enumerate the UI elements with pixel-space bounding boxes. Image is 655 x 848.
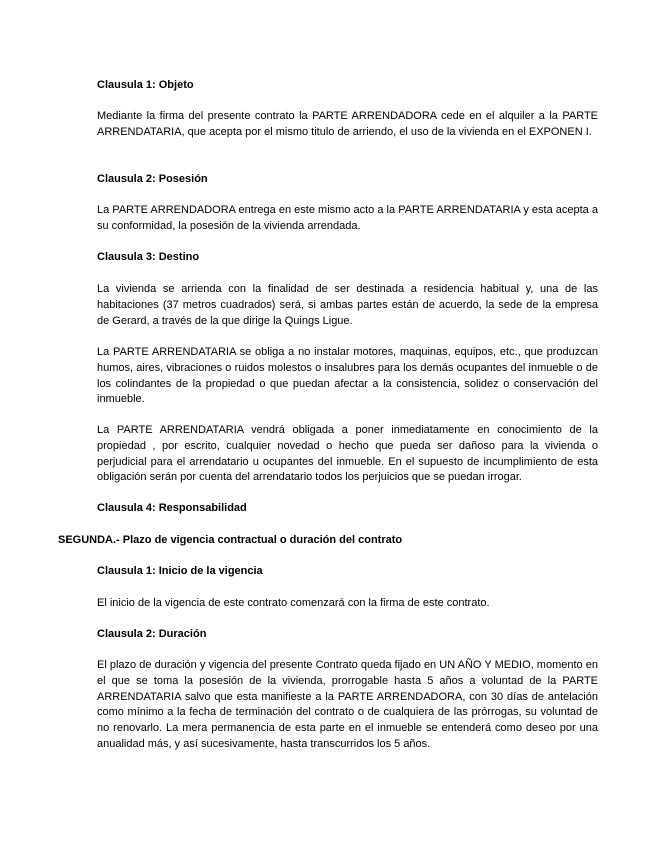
clausula-2-text: La PARTE ARRENDADORA entrega en este mismo acto a la PARTE ARRENDATARIA y esta acepta a su conformidad, la posesión de la vivienda arrendada. [97, 204, 598, 232]
segunda-clausula-2-text: El plazo de duración y vigencia del presente Contrato queda fijado en UN AÑO Y MEDIO, momento en el que se toma la posesión de la vivienda, prorrogable hasta 5 años a voluntad de la PARTE ARRENDATARIA salvo que esta manifieste a la PARTE ARRENDADORA, con 30 días de antelación como mínimo a la fecha de terminación del contrato o de cualquiera de las prórrogas, su voluntad de no renovarlo. La mera permanencia de esta parte en el inmueble se entenderá como deseo por una anualidad más, y así sucesivamente, hasta transcurridos los 5 años. [97, 659, 598, 750]
segunda-clausula-2-heading: Clausula 2: Duración [97, 628, 207, 640]
clausula-3-heading: Clausula 3: Destino [97, 251, 200, 263]
segunda-clausula-1-text: El inicio de la vigencia de este contrato comenzará con la firma de este contrato. [97, 597, 490, 609]
clausula-2-heading: Clausula 2: Posesión [97, 173, 208, 185]
clausula-4-heading: Clausula 4: Responsabilidad [97, 502, 247, 514]
segunda-section-heading: SEGUNDA.- Plazo de vigencia contractual o duración del contrato [58, 534, 403, 546]
segunda-clausula-1-heading: Clausula 1: Inicio de la vigencia [97, 565, 263, 577]
clausula-3-paragraph-3: La PARTE ARRENDATARIA vendrá obligada a poner inmediatamente en conocimiento de la propiedad , por escrito, cualquier novedad o hecho que pueda ser dañoso para la vivienda o perjudicial para el arrendatario u ocupantes del inmueble. En el supuesto de incumplimiento de esta obligación serán por cuenta del arrendatario todos los perjuicios que se puedan irrogar. [97, 424, 598, 484]
clausula-1-text: Mediante la firma del presente contrato la PARTE ARRENDADORA cede en el alquiler a la PARTE ARRENDATARIA, que acepta por el mismo titulo de arriendo, el uso de la vivienda en el EXPONEN I. [97, 110, 598, 138]
clausula-3-paragraph-1: La vivienda se arrienda con la finalidad de ser destinada a residencia habitual y, una de las habitaciones (37 metros cuadrados) será, si ambas partes están de acuerdo, la sede de la empresa de Gerard, a través de la que dirige la Quings Ligue. [97, 283, 598, 327]
clausula-3-paragraph-2: La PARTE ARRENDATARIA se obliga a no instalar motores, maquinas, equipos, etc., que produzcan humos, aires, vibraciones o ruidos molestos o insalubres para los demás ocupantes del inmueble o de los colindantes de la propiedad o que puedan afectar a la consistencia, solidez o conservación del inmueble. [97, 346, 598, 406]
clausula-1-heading: Clausula 1: Objeto [97, 79, 194, 91]
